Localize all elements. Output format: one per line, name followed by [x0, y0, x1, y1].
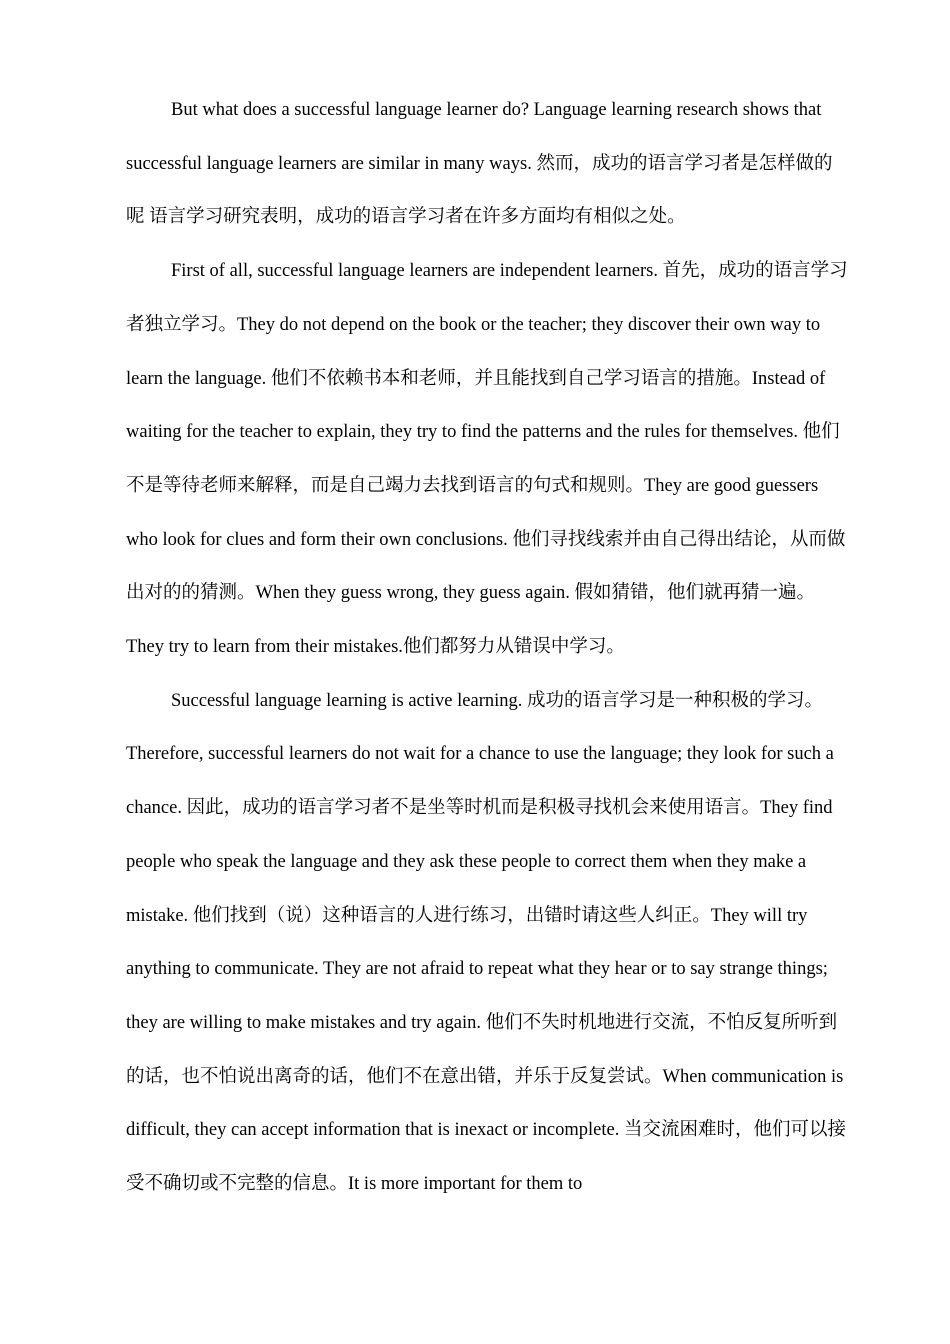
document-body: [126, 84, 850, 1212]
paragraph-independent-learners: First of all, successful language learners are independent learners. 首先，成功的语言学习者独立学习。They do not depend on the book or the teacher; they discover their own way to learn the language. 他们不依赖书本和老师，并且能找到自己学习语言的措施。Instead of waiting for the teacher to explain, they try to find the patterns and the rules for themselves. 他们不是等待老师来解释，而是自己竭力去找到语言的句式和规则。They are good guessers who look for clues and form their own conclusions. 他们寻找线索并由自己得出结论，从而做出对的的猜测。When they guess wrong, they guess again. 假如猜错，他们就再猜一遍。They try to learn from their mistakes.他们都努力从错误中学习。: [126, 261, 848, 658]
paragraph-successful-learner-intro: But what does a successful language learner do? Language learning research shows that successful language learners are similar in many ways. 然而，成功的语言学习者是怎样做的呢 语言学习研究表明，成功的语言学习者在许多方面均有相似之处。: [126, 100, 833, 228]
paragraph-active-learning: Successful language learning is active learning. 成功的语言学习是一种积极的学习。Therefore, successful learners do not wait for a chance to use the language; they look for such a chance. 因此，成功的语言学习者不是坐等时机而是积极寻找机会来使用语言。They find people who speak the language and they ask these people to correct them when they make a mistake. 他们找到（说）这种语言的人进行练习，出错时请这些人纠正。They will try anything to communicate. They are not afraid to repeat what they hear or to say strange things; they are willing to make mistakes and try again. 他们不失时机地进行交流，不怕反复所听到的话，也不怕说出离奇的话，他们不在意出错，并乐于反复尝试。When communication is difficult, they can accept information that is inexact or incomplete. 当交流困难时，他们可以接受不确切或不完整的信息。It is more important for them to: [126, 690, 846, 1195]
